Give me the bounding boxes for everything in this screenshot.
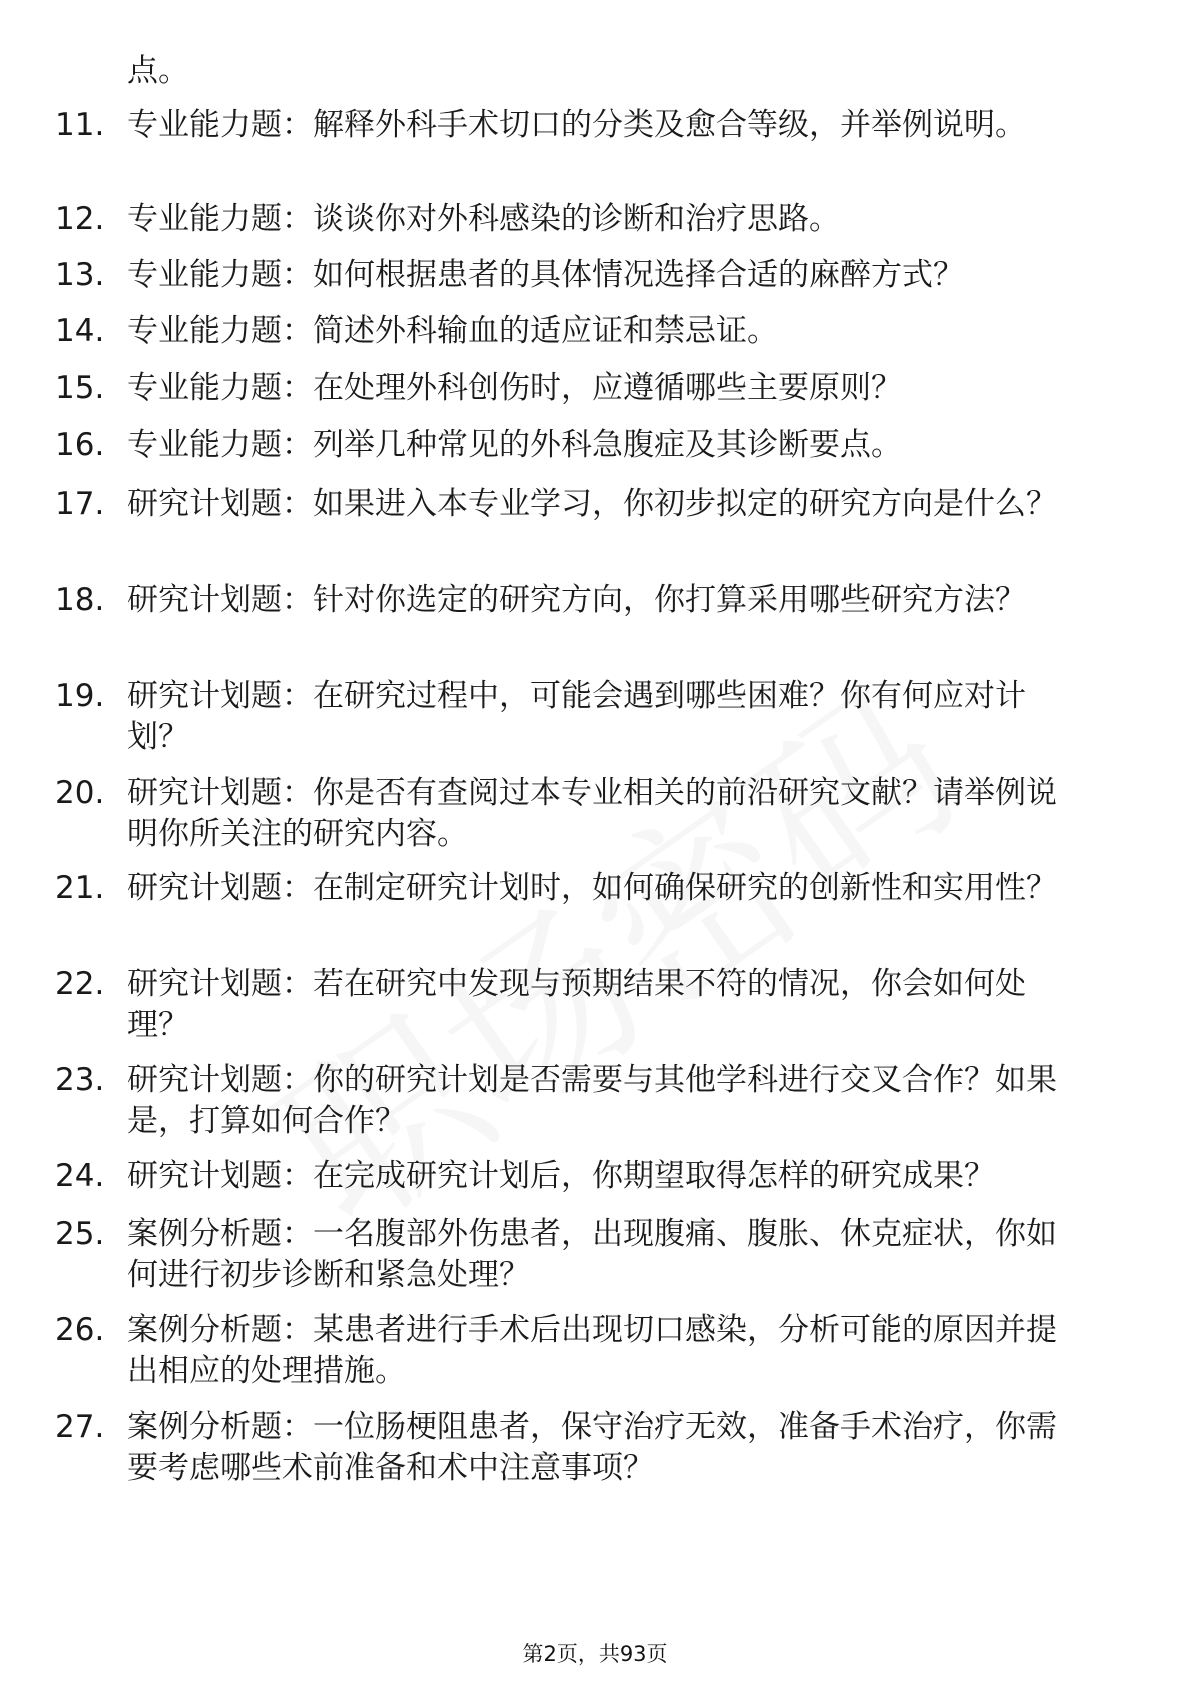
item-number: 26.: [55, 1312, 105, 1348]
item-number: 27.: [55, 1409, 105, 1445]
item-number: 24.: [55, 1158, 105, 1194]
item-text: 研究计划题：你的研究计划是否需要与其他学科进行交叉合作？如果是，打算如何合作？: [127, 1062, 1057, 1139]
item-text: 专业能力题：简述外科输血的适应证和禁忌证。: [127, 313, 778, 349]
item-text: 案例分析题：一名腹部外伤患者，出现腹痛、腹胀、休克症状，你如何进行初步诊断和紧急处理？: [127, 1216, 1057, 1293]
item-text: 专业能力题：列举几种常见的外科急腹症及其诊断要点。: [127, 427, 902, 463]
item-number: 12.: [55, 201, 105, 237]
item-text: 研究计划题：在制定研究计划时，如何确保研究的创新性和实用性？: [127, 870, 1057, 906]
page-footer: 第2页，共93页: [522, 1642, 668, 1666]
item-text: 专业能力题：如何根据患者的具体情况选择合适的麻醉方式？: [127, 257, 964, 293]
item-text: 研究计划题：如果进入本专业学习，你初步拟定的研究方向是什么？: [127, 486, 1057, 522]
item-number: 17.: [55, 486, 105, 522]
item-number: 13.: [55, 257, 105, 293]
item-text: 专业能力题：谈谈你对外科感染的诊断和治疗思路。: [127, 201, 840, 237]
continued-text: 点。: [127, 53, 189, 89]
item-number: 19.: [55, 678, 105, 714]
item-text: 案例分析题：一位肠梗阻患者，保守治疗无效，准备手术治疗，你需要考虑哪些术前准备和术中注意事项？: [127, 1409, 1057, 1486]
item-number: 22.: [55, 966, 105, 1002]
item-number: 20.: [55, 775, 105, 811]
item-number: 11.: [55, 107, 105, 143]
item-number: 18.: [55, 582, 105, 618]
item-text: 案例分析题：某患者进行手术后出现切口感染，分析可能的原因并提出相应的处理措施。: [127, 1312, 1057, 1389]
item-text: 研究计划题：在完成研究计划后，你期望取得怎样的研究成果？: [127, 1158, 995, 1194]
item-number: 15.: [55, 370, 105, 406]
item-text: 研究计划题：你是否有查阅过本专业相关的前沿研究文献？请举例说明你所关注的研究内容。: [127, 775, 1057, 852]
item-text: 专业能力题：在处理外科创伤时，应遵循哪些主要原则？: [127, 370, 902, 406]
item-number: 23.: [55, 1062, 105, 1098]
item-number: 16.: [55, 427, 105, 463]
item-number: 25.: [55, 1216, 105, 1252]
item-text: 研究计划题：若在研究中发现与预期结果不符的情况，你会如何处理？: [127, 966, 1026, 1043]
item-text: 专业能力题：解释外科手术切口的分类及愈合等级，并举例说明。: [127, 107, 1026, 143]
item-text: 研究计划题：在研究过程中，可能会遇到哪些困难？你有何应对计划？: [127, 678, 1026, 755]
item-number: 14.: [55, 313, 105, 349]
item-text: 研究计划题：针对你选定的研究方向，你打算采用哪些研究方法？: [127, 582, 1026, 618]
item-number: 21.: [55, 870, 105, 906]
